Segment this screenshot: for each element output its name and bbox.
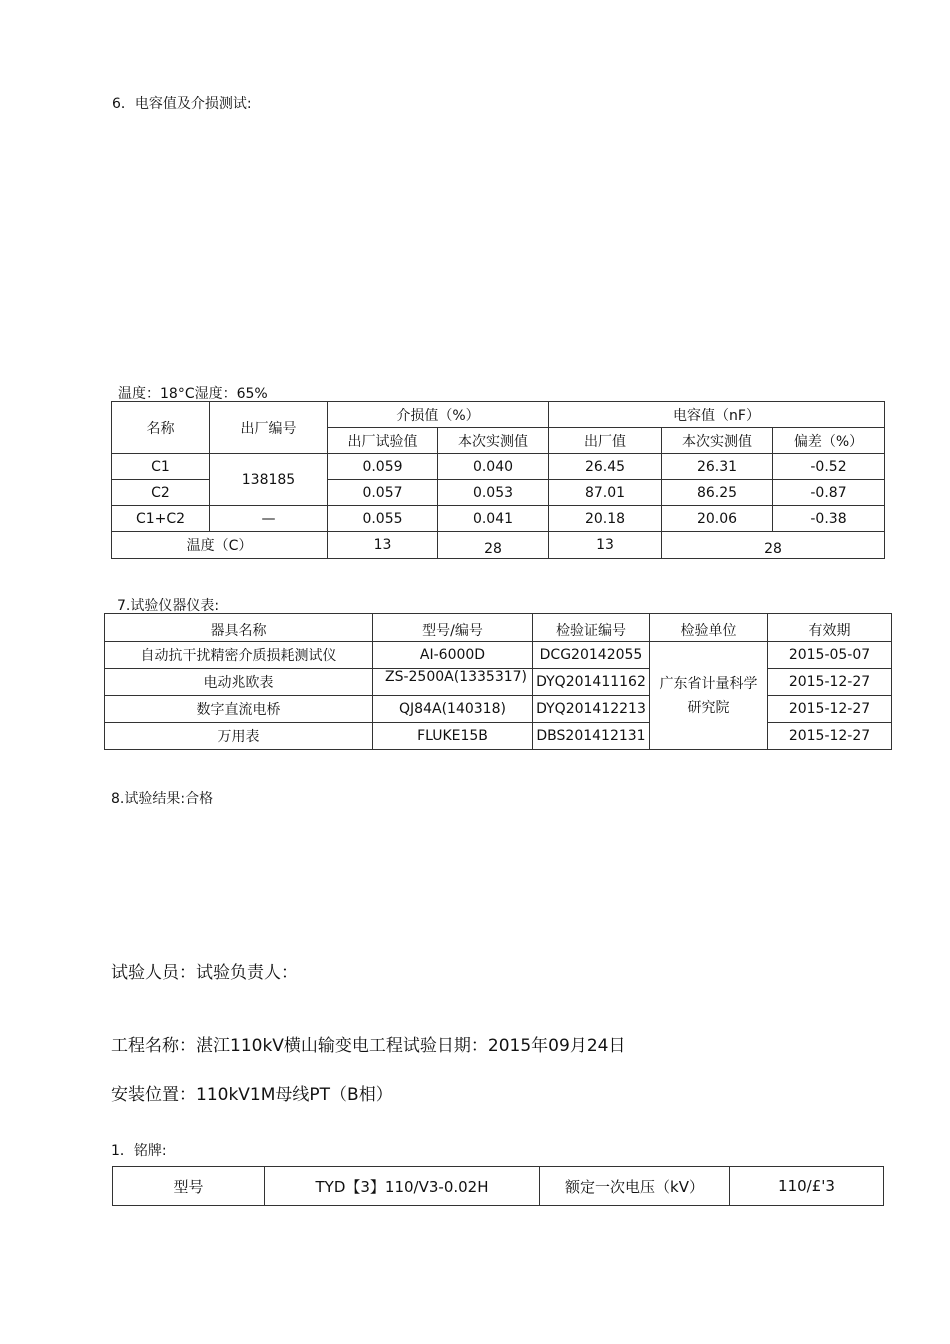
table-row bbox=[105, 669, 892, 696]
table-row bbox=[105, 696, 892, 723]
header-capacitance: 电容值（nF） bbox=[549, 402, 885, 428]
test-conditions: 温度：18°C湿度：65% bbox=[118, 386, 268, 402]
instrument-cert: DCG20142055 bbox=[533, 642, 650, 669]
section-1-title: 1．铭牌: bbox=[111, 1143, 167, 1159]
instrument-name: 自动抗干扰精密介质损耗测试仪 bbox=[105, 642, 373, 669]
header-tand: 介损值（%） bbox=[328, 402, 549, 428]
row-name: C1+C2 bbox=[112, 506, 210, 532]
temp-cap-factory: 13 bbox=[549, 532, 662, 559]
table-row bbox=[112, 506, 885, 532]
nameplate-model-label: 型号 bbox=[113, 1167, 265, 1206]
row-tand-factory: 0.057 bbox=[328, 480, 438, 506]
instrument-valid: 2015-12-27 bbox=[768, 696, 892, 723]
header-factory-value: 出厂值 bbox=[549, 428, 662, 454]
project-name-date: 工程名称：湛江110kV横山输变电工程试验日期：2015年09月24日 bbox=[111, 1036, 626, 1056]
header-unit: 检验单位 bbox=[650, 614, 768, 642]
row-cap-measured: 26.31 bbox=[662, 454, 773, 480]
row-deviation: -0.38 bbox=[773, 506, 885, 532]
row-deviation: -0.87 bbox=[773, 480, 885, 506]
temp-tand-factory: 13 bbox=[328, 532, 438, 559]
instrument-valid: 2015-12-27 bbox=[768, 669, 892, 696]
row-tand-measured: 0.040 bbox=[438, 454, 549, 480]
instrument-name: 万用表 bbox=[105, 723, 373, 750]
header-name: 名称 bbox=[112, 402, 210, 454]
row-name: C1 bbox=[112, 454, 210, 480]
instrument-table bbox=[104, 613, 892, 750]
row-tand-measured: 0.041 bbox=[438, 506, 549, 532]
instrument-cert: DYQ201412213 bbox=[533, 696, 650, 723]
instrument-cert: DYQ201411162 bbox=[533, 669, 650, 696]
header-serial: 出厂编号 bbox=[210, 402, 328, 454]
row-serial: 138185 bbox=[210, 454, 328, 506]
header-measured: 本次实测值 bbox=[438, 428, 549, 454]
row-serial: — bbox=[210, 506, 328, 532]
nameplate-table bbox=[112, 1166, 884, 1206]
installation-location: 安装位置：110kV1M母线PT（B相） bbox=[111, 1085, 393, 1105]
row-tand-factory: 0.055 bbox=[328, 506, 438, 532]
temp-cap-measured: 28 bbox=[662, 532, 885, 559]
row-cap-factory: 87.01 bbox=[549, 480, 662, 506]
header-measured-cap: 本次实测值 bbox=[662, 428, 773, 454]
header-model: 型号/编号 bbox=[373, 614, 533, 642]
nameplate-voltage-value: 110/£'3 bbox=[730, 1167, 884, 1206]
instrument-valid: 2015-05-07 bbox=[768, 642, 892, 669]
header-cert: 检验证编号 bbox=[533, 614, 650, 642]
row-deviation: -0.52 bbox=[773, 454, 885, 480]
header-instrument-name: 器具名称 bbox=[105, 614, 373, 642]
row-cap-factory: 20.18 bbox=[549, 506, 662, 532]
instrument-valid: 2015-12-27 bbox=[768, 723, 892, 750]
instrument-cert: DBS201412131 bbox=[533, 723, 650, 750]
test-personnel: 试验人员：试验负责人： bbox=[111, 963, 298, 983]
table-row bbox=[105, 723, 892, 750]
row-name: C2 bbox=[112, 480, 210, 506]
temp-tand-measured: 28 bbox=[438, 532, 549, 559]
header-deviation: 偏差（%） bbox=[773, 428, 885, 454]
section-6-title: 6．电容值及介损测试: bbox=[112, 96, 252, 112]
header-valid: 有效期 bbox=[768, 614, 892, 642]
table-row bbox=[105, 642, 892, 669]
temperature-label: 温度（C） bbox=[112, 532, 328, 559]
capacitance-dielectric-loss-table bbox=[111, 401, 885, 559]
nameplate-model-value: TYD【3】110/V3-0.02H bbox=[265, 1167, 540, 1206]
instrument-model: AI-6000D bbox=[373, 642, 533, 669]
header-factory-test: 出厂试验值 bbox=[328, 428, 438, 454]
inspection-unit: 广东省计量科学研究院 bbox=[650, 642, 768, 750]
instrument-model: ZS-2500A(1335317) bbox=[385, 670, 528, 685]
row-tand-measured: 0.053 bbox=[438, 480, 549, 506]
instrument-model: FLUKE15B bbox=[373, 723, 533, 750]
row-cap-measured: 86.25 bbox=[662, 480, 773, 506]
instrument-name: 数字直流电桥 bbox=[105, 696, 373, 723]
row-cap-factory: 26.45 bbox=[549, 454, 662, 480]
section-7-title: 7.试验仪器仪表: bbox=[117, 598, 220, 614]
nameplate-voltage-label: 额定一次电压（kV） bbox=[540, 1167, 730, 1206]
table-row bbox=[112, 454, 885, 480]
row-cap-measured: 20.06 bbox=[662, 506, 773, 532]
instrument-name: 电动兆欧表 bbox=[105, 669, 373, 696]
section-8-result: 8.试验结果:合格 bbox=[111, 791, 214, 807]
instrument-model: QJ84A(140318) bbox=[373, 696, 533, 723]
table-row-temperature bbox=[112, 532, 885, 559]
row-tand-factory: 0.059 bbox=[328, 454, 438, 480]
